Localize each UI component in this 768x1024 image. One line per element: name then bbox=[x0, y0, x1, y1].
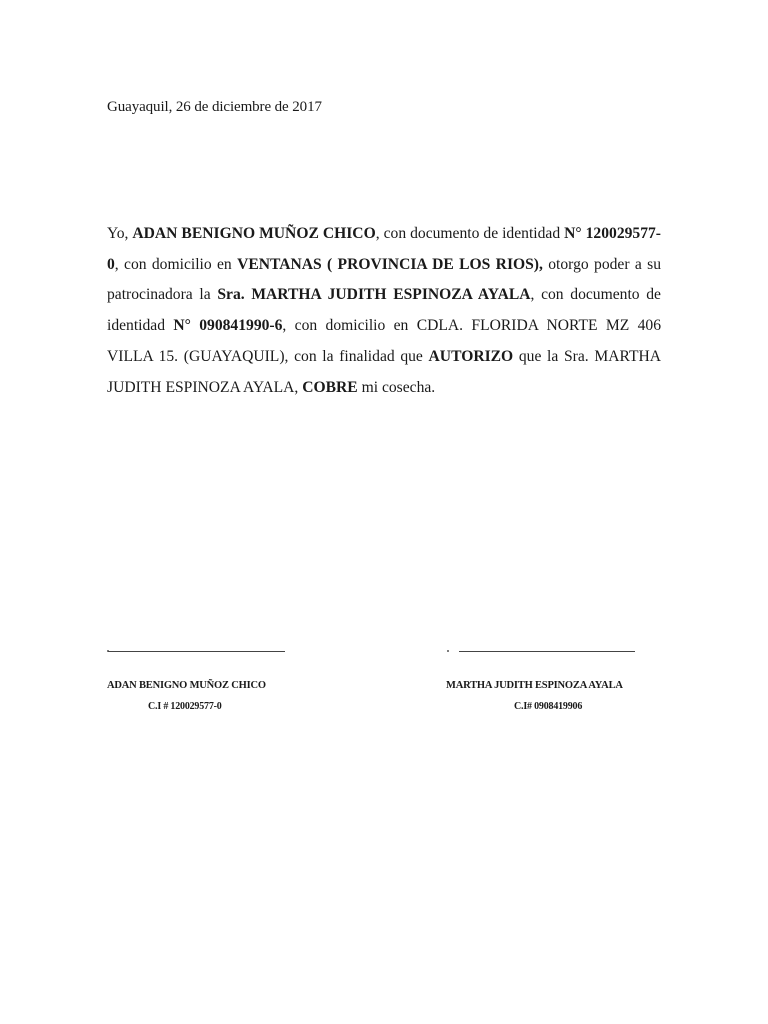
signature-ci-right: C.I# 0908419906 bbox=[514, 701, 583, 712]
signature-line-right-dot bbox=[447, 650, 449, 652]
body-text-segment: , con documento de identidad bbox=[107, 286, 661, 335]
body-text-segment: , con domicilio en bbox=[114, 255, 238, 273]
body-text-segment: Yo, bbox=[107, 225, 133, 242]
signature-ci-left: C.I # 120029577-0 bbox=[148, 701, 222, 712]
date-line: Guayaquil, 26 de diciembre de 2017 bbox=[107, 99, 322, 115]
authorize-keyword: AUTORIZO bbox=[428, 347, 514, 365]
signature-line-right bbox=[459, 651, 635, 652]
signature-name-left: ADAN BENIGNO MUÑOZ CHICO bbox=[107, 680, 266, 691]
signature-name-right: MARTHA JUDITH ESPINOZA AYALA bbox=[446, 680, 623, 691]
signature-line-left bbox=[108, 651, 285, 652]
body-text-segment: otorgo poder a su patrocinadora la bbox=[107, 255, 661, 304]
attorney-id-number: N° 090841990-6 bbox=[173, 317, 283, 335]
body-text-segment: , con documento de identidad bbox=[375, 225, 565, 242]
grantor-id-number: N° 120029577-0 bbox=[107, 225, 661, 273]
body-text-segment: mi cosecha. bbox=[357, 378, 436, 396]
grantor-domicile: VENTANAS ( PROVINCIA DE LOS RIOS), bbox=[237, 255, 543, 273]
grantor-name: ADAN BENIGNO MUÑOZ CHICO bbox=[132, 225, 376, 242]
body-text-segment: , con domicilio en CDLA. FLORIDA NORTE MZ 406 VILLA 15. (GUAYAQUIL), con la finalidad que bbox=[107, 317, 661, 365]
collect-keyword: COBRE bbox=[302, 378, 358, 396]
body-paragraph bbox=[107, 219, 661, 403]
body-text-segment: que la Sra. MARTHA JUDITH ESPINOZA AYALA, bbox=[107, 347, 661, 396]
attorney-name: Sra. MARTHA JUDITH ESPINOZA AYALA bbox=[217, 286, 531, 304]
